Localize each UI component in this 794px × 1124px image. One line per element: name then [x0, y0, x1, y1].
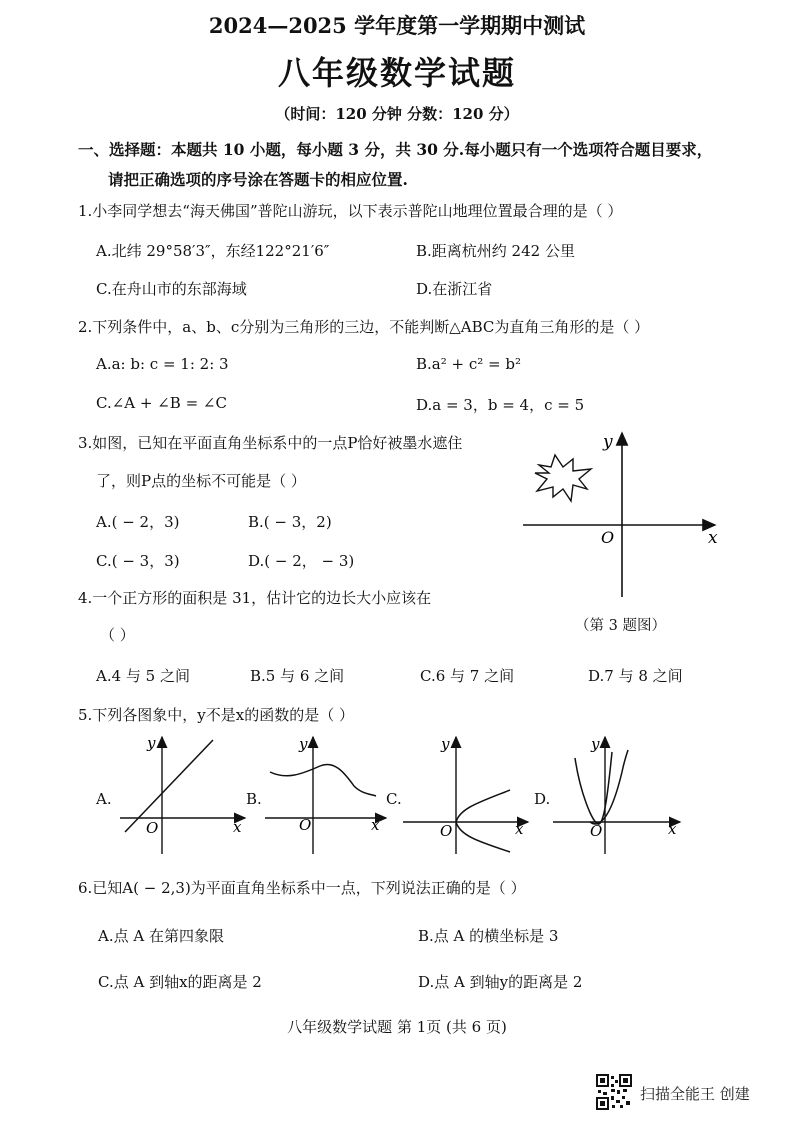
figure-3-caption: （第 3 题图）	[575, 618, 666, 634]
question-4-stem-line2: （ ）	[100, 626, 135, 644]
graph-a	[115, 732, 255, 857]
question-2-option-b: B.a² + c² = b²	[416, 355, 521, 373]
question-3-option-b: B.( − 3，2)	[248, 513, 332, 531]
svg-text:y: y	[591, 735, 600, 753]
question-6-option-b: B.点 A 的横坐标是 3	[418, 927, 559, 945]
question-4-stem-line1: 4.一个正方形的面积是 31，估计它的边长大小应该在	[78, 589, 432, 607]
question-2-option-d: D.a = 3，b = 4，c = 5	[416, 396, 585, 414]
question-6-option-a: A.点 A 在第四象限	[98, 927, 224, 945]
svg-text:y: y	[147, 734, 156, 752]
graph-b-label: B.	[246, 790, 262, 808]
graph-d	[550, 732, 685, 857]
question-4-option-d: D.7 与 8 之间	[588, 667, 683, 685]
graph-c	[400, 732, 535, 857]
question-1-option-d: D.在浙江省	[416, 280, 493, 298]
exam-time-score: （时间：120 分钟 分数：120 分）	[275, 105, 519, 123]
question-3-stem-line2: 了，则P点的坐标不可能是（ ）	[96, 472, 306, 490]
graph-a-label: A.	[96, 790, 112, 808]
question-4-option-c: C.6 与 7 之间	[420, 667, 515, 685]
question-2-option-c: C.∠A + ∠B = ∠C	[96, 394, 227, 412]
question-3-option-a: A.( − 2，3)	[96, 513, 180, 531]
question-3-option-c: C.( − 3，3)	[96, 552, 180, 570]
svg-text:x: x	[371, 816, 380, 834]
question-3-coordinate-figure	[515, 425, 730, 600]
question-1-option-b: B.距离杭州约 242 公里	[416, 242, 575, 260]
question-1-option-a: A.北纬 29°58′3″，东经122°21′6″	[96, 242, 330, 260]
watermark-text: 扫描全能王 创建	[640, 1085, 750, 1103]
page-footer: 八年级数学试题 第 1页 (共 6 页)	[287, 1018, 507, 1036]
question-2-stem: 2.下列条件中，a、b、c分别为三角形的三边，不能判断△ABC为直角三角形的是（ ）	[78, 318, 650, 336]
svg-text:O: O	[146, 819, 159, 837]
svg-text:O: O	[440, 822, 453, 840]
question-4-option-a: A.4 与 5 之间	[96, 667, 190, 685]
graph-c-label: C.	[386, 790, 402, 808]
question-5-stem: 5.下列各图象中，y不是x的函数的是（ ）	[78, 706, 355, 724]
question-1-option-c: C.在舟山市的东部海域	[96, 280, 247, 298]
origin-label: O	[601, 528, 615, 547]
svg-text:y: y	[299, 735, 308, 753]
y-axis-label: y	[603, 432, 613, 452]
graph-b	[262, 732, 397, 857]
section-instruction: 请把正确选项的序号涂在答题卡的相应位置.	[108, 170, 408, 189]
question-2-option-a: A.a: b: c = 1: 2: 3	[96, 355, 229, 373]
svg-text:x: x	[515, 820, 524, 838]
svg-text:x: x	[668, 820, 677, 838]
exam-term-title: 2024—2025 学年度第一学期期中测试	[208, 13, 586, 38]
question-3-option-d: D.( − 2， − 3)	[248, 552, 355, 570]
question-4-option-b: B.5 与 6 之间	[250, 667, 345, 685]
ink-blot-shape	[535, 455, 591, 501]
svg-text:x: x	[233, 818, 242, 836]
x-axis-label: x	[708, 528, 718, 548]
question-3-stem-line1: 3.如图，已知在平面直角坐标系中的一点P恰好被墨水遮住	[78, 434, 463, 452]
svg-text:y: y	[441, 735, 450, 753]
question-6-option-d: D.点 A 到轴y的距离是 2	[418, 973, 583, 991]
svg-text:O: O	[590, 822, 603, 840]
question-6-stem: 6.已知A( − 2,3)为平面直角坐标系中一点，下列说法正确的是（ ）	[78, 879, 526, 897]
exam-title: 八年级数学试题	[277, 54, 516, 92]
svg-text:O: O	[299, 816, 312, 834]
question-6-option-c: C.点 A 到轴x的距离是 2	[98, 973, 262, 991]
section-heading: 一、选择题：本题共 10 小题，每小题 3 分，共 30 分.每小题只有一个选项符合题目要求，	[78, 140, 713, 159]
qr-code-icon	[596, 1074, 632, 1110]
question-1-stem: 1.小李同学想去“海天佛国”普陀山游玩，以下表示普陀山地理位置最合理的是（ ）	[78, 202, 623, 220]
graph-d-label: D.	[534, 790, 551, 808]
